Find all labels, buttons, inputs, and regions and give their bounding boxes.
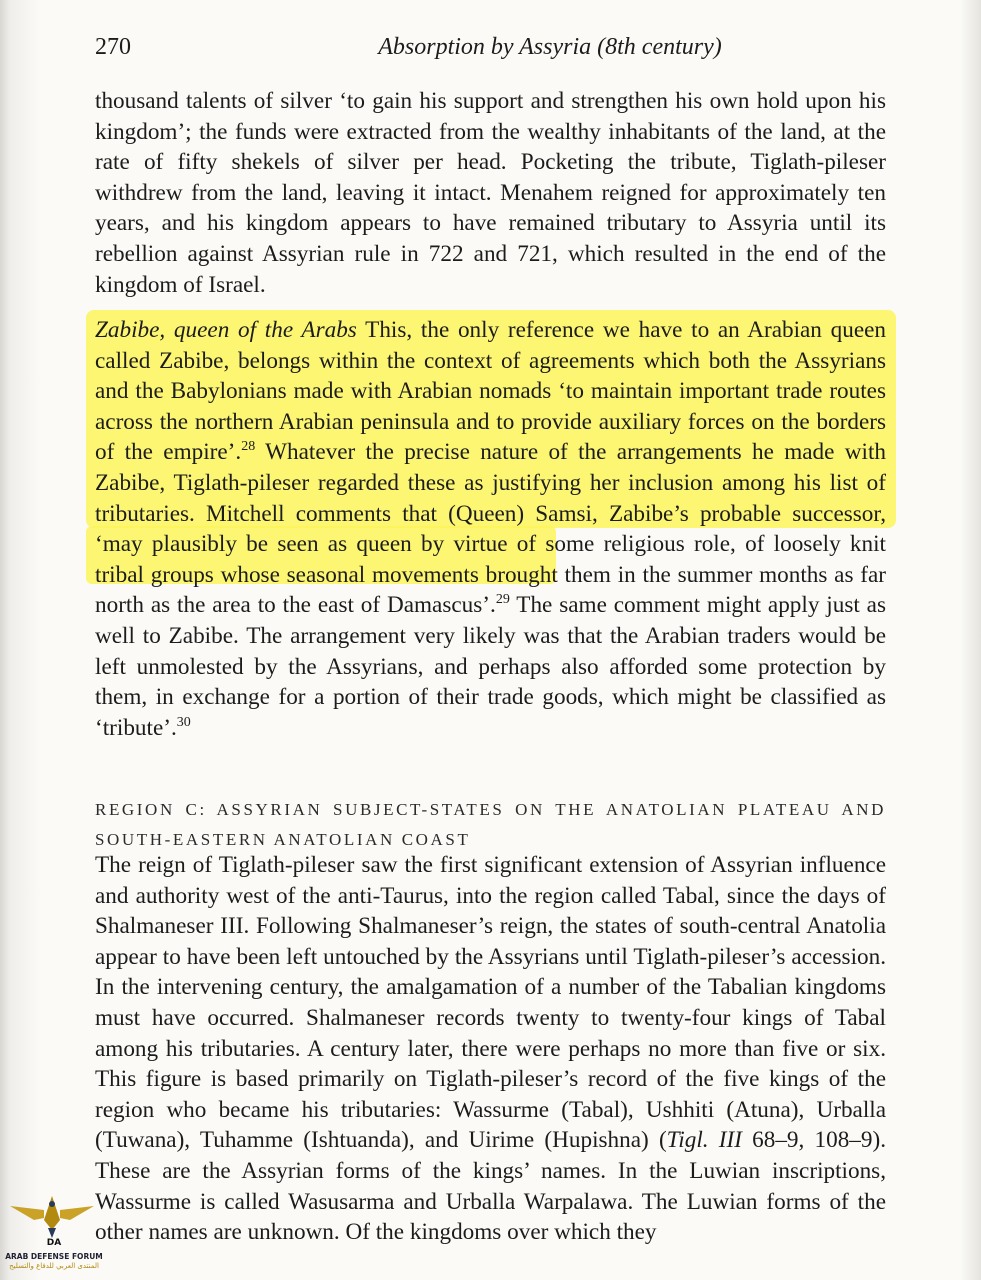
citation-tigl: Tigl. III (666, 1127, 742, 1154)
section-heading-region-c: REGION C: ASSYRIAN SUBJECT-STATES ON THE ANATOLIAN PLATEAU AND SOUTH-EASTERN ANATOLIAN COAST (95, 800, 886, 849)
paragraph-text: This, the only reference we have to an Arabian queen called Zabibe, belongs within the context of agreements which both the Assyrians and the Babylonians made with Arabian nomads ‘to maintain important trade routes across the northern Arabian peninsula and to provide auxiliary forces on the borders of the empire’. (95, 317, 886, 466)
paragraph-menahem: thousand talents of silver ‘to gain his support and strengthen his own hold upon his kingdom’; the funds were extracted from the wealthy inhabitants of the land, at the rate of fifty shekels of silver per head. Pocketing the tribute, Tiglath-pileser withdrew from the land, leaving it intact. Menahem reigned for approximately ten years, and his kingdom appears to have remained tributary to Assyria until its rebellion against Assyrian rule in 722 and 721, which resulted in the end of the kingdom of Israel. (95, 88, 886, 298)
footnote-ref-28[interactable]: 28 (241, 439, 256, 455)
running-header (95, 32, 885, 68)
paragraph-text: The reign of Tiglath-pileser saw the first significant extension of Assyrian influence and authority west of the anti-Taurus, into the region called Tabal, since the days of Shalmaneser III. Following Shalmaneser’s reign, the states of south-central Anatolia appear to have been left untouched by the Assyrians until Tiglath-pileser’s accession. In the intervening century, the amalgamation of a number of the Tabalian kingdoms must have occurred. Shalmaneser records twenty to twenty-four kings of Tabal among his tributaries. A century later, there were perhaps no more than five or six. This figure is based primarily on Tiglath-pileser’s record of the five kings of the region who became his tributaries: Wassurme (Tabal), Ushhiti (Atuna), Urballa (Tuwana), Tuhamme (Ishtuanda), and Uirime (Hupishna) ( (95, 852, 886, 1154)
watermark-logo (4, 1190, 103, 1280)
watermark-abbr: DA (46, 1238, 62, 1248)
page-number: 270 (95, 34, 131, 60)
footnote-ref-29[interactable]: 29 (495, 592, 510, 608)
paragraph-text: 68–9, 108–9). These are the Assyrian forms of the kings’ names. In the Luwian inscriptions, Wassurme is called Wasusarma and Urballa Warpalawa. The Luwian forms of the other names are unknown. Of the kingdoms over which they (95, 1127, 886, 1246)
paragraph-tabal (95, 850, 886, 1248)
watermark-name-arabic: المنتدى العربي للدفاع والتسليح (9, 1262, 99, 1270)
paragraph-text: The same comment might apply just as well to Zabibe. The arrangement very likely was that the Arabian traders would be left unmolested by the Assyrians, and perhaps also afforded some protection by them, in exchange for a portion of their trade goods, which might be classified as ‘tribute’. (95, 592, 887, 741)
watermark-name: ARAB DEFENSE FORUM (5, 1252, 103, 1261)
paragraph-heading-zabibe: Zabibe, queen of the Arabs (95, 317, 357, 343)
paragraph-zabibe (95, 315, 886, 743)
paragraph-text: Whatever the precise nature of the arrangements he made with Zabibe, Tiglath-pileser regarded these as justifying her inclusion among his list of tributaries. Mitchell comments that (Queen) Samsi, Zabibe’s probable successor, ‘may plausibly be seen as queen by virtue of some religious role, of loosely knit tribal groups whose seasonal movements brought them in the summer months as far north as the area to the east of Damascus’. (95, 439, 886, 619)
footnote-ref-30[interactable]: 30 (176, 714, 191, 730)
running-title: Absorption by Assyria (8th century) (378, 34, 722, 60)
